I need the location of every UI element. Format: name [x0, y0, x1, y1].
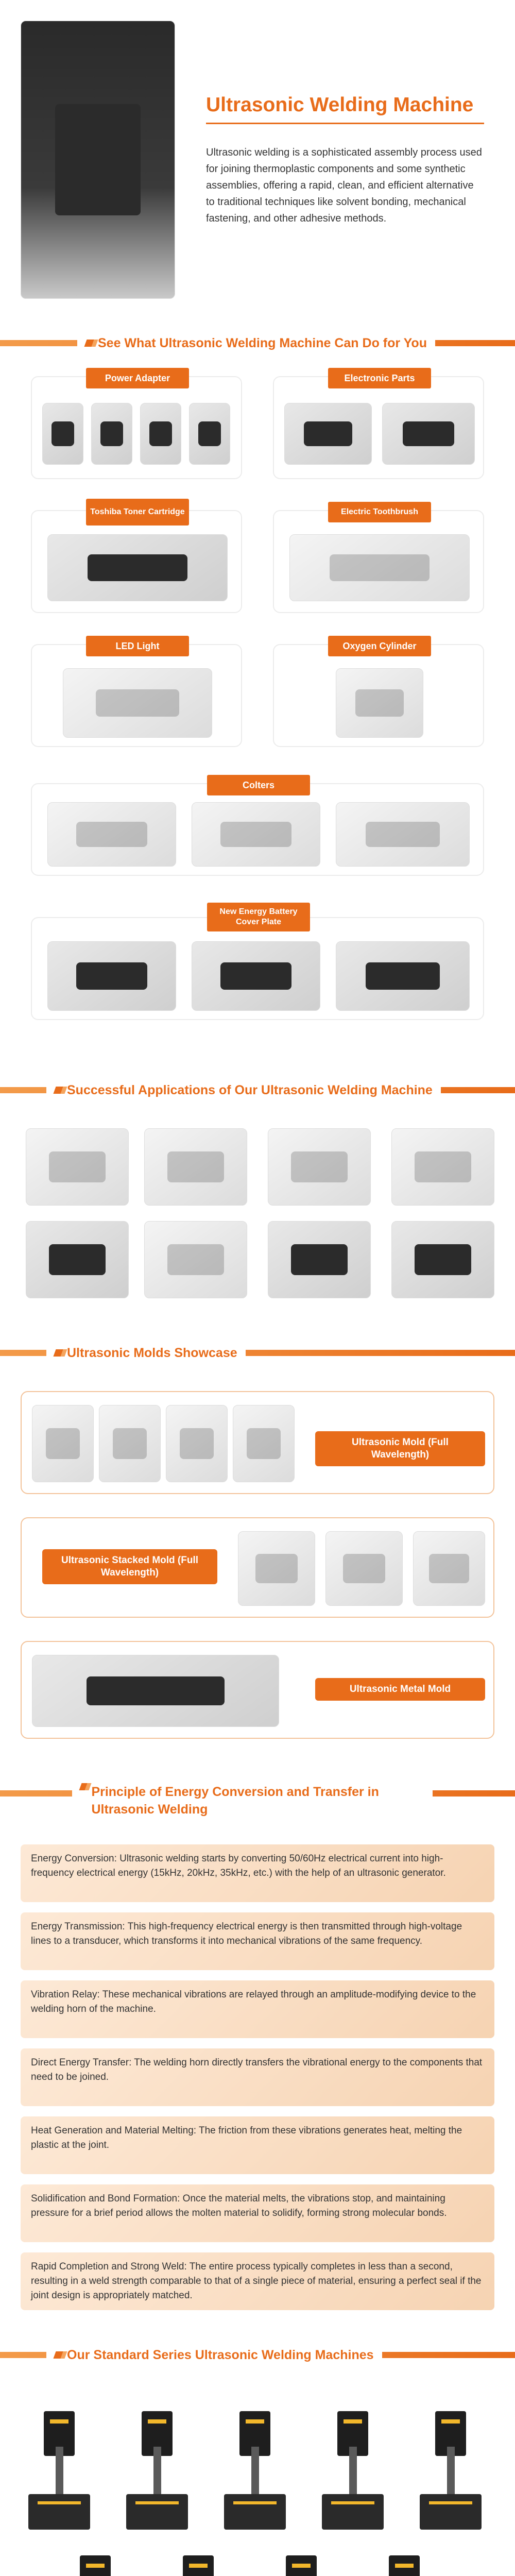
app-card-electronic-parts: [273, 372, 484, 479]
app-label: Colters: [207, 775, 310, 795]
principle-title: Principle of Energy Conversion and Transfer in Ultrasonic Welding: [91, 1785, 379, 1817]
applications-banner: [0, 330, 515, 357]
app-card-colters: [31, 779, 484, 876]
mold-label: Ultrasonic Stacked Mold (Full Wavelength): [42, 1549, 217, 1584]
app-card-battery-cover: [31, 907, 484, 1020]
principle-item: Heat Generation and Material Melting: The friction from these vibrations generates heat, melting the plastic at the joint.: [21, 2116, 494, 2174]
app-label: Power Adapter: [86, 368, 189, 388]
principle-item: Vibration Relay: These mechanical vibrations are relayed through an amplitude-modifying device to the welding horn of the machine.: [21, 1980, 494, 2038]
app-label: Electric Toothbrush: [328, 502, 431, 522]
app-label: Toshiba Toner Cartridge: [86, 499, 189, 526]
standard-title: Our Standard Series Ultrasonic Welding Machines: [67, 2347, 374, 2362]
page-title: Ultrasonic Welding Machine: [206, 94, 474, 116]
molds-banner: [0, 1340, 515, 1366]
mold-card-full-wavelength: [21, 1391, 494, 1494]
app-card-toothbrush: [273, 507, 484, 613]
principle-item: Direct Energy Transfer: The welding horn directly transfers the vibrational energy to the components that need to be joined.: [21, 2048, 494, 2106]
principle-item: Energy Transmission: This high-frequency electrical energy is then transmitted through high-voltage lines to a transducer, which transforms it into mechanical vibrations of the same frequency.: [21, 1912, 494, 1970]
app-label: New Energy Battery Cover Plate: [207, 903, 310, 931]
hero-machine-image: [21, 21, 175, 299]
app-card-toner-cartridge: [31, 507, 242, 613]
app-card-oxygen-cylinder: [273, 640, 484, 747]
applications-title: See What Ultrasonic Welding Machine Can Do for You: [98, 335, 427, 350]
principle-item: Solidification and Bond Formation: Once the material melts, the vibrations stop, and maintaining pressure for a brief period allows the molten material to solidify, forming strong molecular bonds.: [21, 2184, 494, 2242]
principle-banner: [0, 1780, 515, 1821]
mold-label: Ultrasonic Metal Mold: [315, 1678, 485, 1701]
mold-card-metal: [21, 1641, 494, 1739]
title-divider: [206, 123, 484, 124]
app-label: Oxygen Cylinder: [328, 636, 431, 656]
app-card-led-light: [31, 640, 242, 747]
molds-title: Ultrasonic Molds Showcase: [67, 1345, 237, 1360]
mold-label: Ultrasonic Mold (Full Wavelength): [315, 1431, 485, 1466]
app-label: Electronic Parts: [328, 368, 431, 388]
principle-item: Energy Conversion: Ultrasonic welding starts by converting 50/60Hz electrical current into high-frequency electrical energy (15kHz, 20kHz, 35kHz, etc.) with the help of an ultrasonic generator.: [21, 1844, 494, 1902]
mold-card-stacked: [21, 1517, 494, 1618]
principle-item: Rapid Completion and Strong Weld: The entire process typically completes in less than a second, resulting in a weld strength comparable to that of a single piece of material, ensuring a perfect seal if the joint design is appropriately matched.: [21, 2252, 494, 2310]
successful-title: Successful Applications of Our Ultrasonic Welding Machine: [67, 1082, 433, 1097]
app-card-power-adapter: [31, 372, 242, 479]
standard-banner: [0, 2342, 515, 2368]
app-label: LED Light: [86, 636, 189, 656]
successful-banner: [0, 1077, 515, 1104]
intro-text: Ultrasonic welding is a sophisticated assembly process used for joining thermoplastic components and some synthetic assemblies, offering a rapid, clean, and efficient alternative to traditional techniques like solvent bonding, mechanical fastening, and other adhesive methods.: [206, 147, 482, 224]
